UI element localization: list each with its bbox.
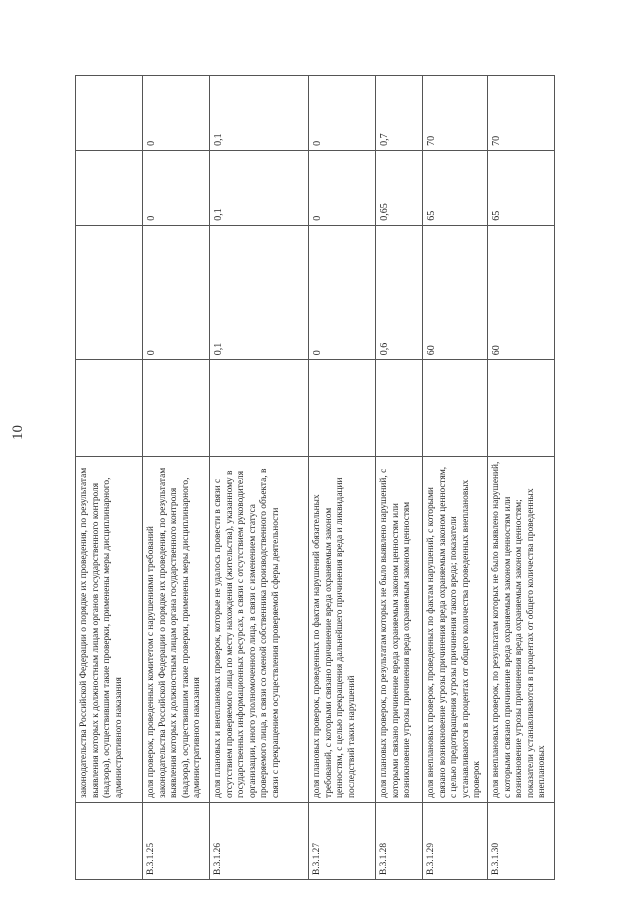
row-value-3 bbox=[76, 76, 143, 151]
table-row bbox=[210, 76, 309, 880]
row-value-3: 0,7 bbox=[376, 76, 423, 151]
row-unit bbox=[376, 360, 423, 457]
row-value-1: 0 bbox=[143, 225, 210, 360]
table-row bbox=[376, 76, 423, 880]
row-value-3: 70 bbox=[423, 76, 488, 151]
table-row bbox=[143, 76, 210, 880]
row-value-2: 65 bbox=[423, 150, 488, 225]
row-code: В.3.1.26 bbox=[210, 802, 309, 879]
row-unit bbox=[143, 360, 210, 457]
row-code bbox=[76, 802, 143, 879]
row-description: доля плановых проверок, проведенных по фактам нарушений обязательных требований, с которыми связано причинение вреда охраняемым законом ценностям, с целью прекращения дальнейшего причинения вреда и ликвидации последствий таких нарушений bbox=[309, 456, 376, 802]
row-description: доля плановых и внеплановых проверок, которые не удалось провести в связи с отсутствием проверяемого лица по месту нахождения (жительства), указанному в государственных информационных ресурсах, в связи с отсутствием руководителя организации, иного уполномоченного лица, в связи с изменением статуса проверяемого лица, в связи со сменой собственника производственного объекта, в связи с прекращением осуществления проверяемой сферы деятельности bbox=[210, 456, 309, 802]
row-description: доля проверок, проведенных комитетом с нарушениями требований законодательства Российской Федерации о порядке их проведения, по результатам выявления которых к должностным лицам органа государственного контроля (надзора), осуществившим такие проверки, применены меры дисциплинарного, административного наказания bbox=[143, 456, 210, 802]
row-value-1: 0,6 bbox=[376, 225, 423, 360]
row-value-2: 0 bbox=[143, 150, 210, 225]
table-row bbox=[423, 76, 488, 880]
row-code: В.3.1.27 bbox=[309, 802, 376, 879]
row-value-2: 65 bbox=[487, 150, 554, 225]
row-value-1: 0,1 bbox=[210, 225, 309, 360]
row-value-3: 0,1 bbox=[210, 76, 309, 151]
row-unit bbox=[76, 360, 143, 457]
row-value-2 bbox=[76, 150, 143, 225]
indicators-table-rotated bbox=[75, 75, 555, 880]
table-row bbox=[487, 76, 554, 880]
row-description: доля внеплановых проверок, проведенных по фактам нарушений, с которыми связано возникновение угрозы причинения вреда охраняемым законом ценностям, с целью предотвращения угрозы причинения такого вреда; показатели устанавливаются в процентах от общего количества проведенных внеплановых проверок bbox=[423, 456, 488, 802]
row-unit bbox=[210, 360, 309, 457]
row-value-1: 60 bbox=[423, 225, 488, 360]
row-code: В.3.1.29 bbox=[423, 802, 488, 879]
row-value-2: 0,65 bbox=[376, 150, 423, 225]
row-value-2: 0 bbox=[309, 150, 376, 225]
row-value-1: 0 bbox=[309, 225, 376, 360]
table-row bbox=[309, 76, 376, 880]
row-value-1: 60 bbox=[487, 225, 554, 360]
row-unit bbox=[487, 360, 554, 457]
row-description: доля плановых проверок, по результатам которых не было выявлено нарушений, с которыми связано причинение вреда охраняемым законом ценностям или возникновение угрозы причинения вреда охраняемым законом ценностям bbox=[376, 456, 423, 802]
row-value-3: 0 bbox=[143, 76, 210, 151]
row-description: доля внеплановых проверок, по результатам которых не было выявлено нарушений, с которыми связано причинение вреда охраняемым законом ценностям или возникновение угрозы причинения вреда охраняемым законом ценностям; показатели устанавливаются в процентах от общего количества проведенных внеплановых bbox=[487, 456, 554, 802]
page-number: 10 bbox=[10, 425, 26, 440]
row-value-3: 0 bbox=[309, 76, 376, 151]
row-code: В.3.1.28 bbox=[376, 802, 423, 879]
row-code: В.3.1.30 bbox=[487, 802, 554, 879]
row-description: законодательства Российской Федерации о порядке их проведения, по результатам выявления которых к должностным лицам органов государственного контроля (надзора), осуществившим такие проверки, применены меры дисциплинарного, административного наказания bbox=[76, 456, 143, 802]
row-value-3: 70 bbox=[487, 76, 554, 151]
row-unit bbox=[309, 360, 376, 457]
row-value-2: 0,1 bbox=[210, 150, 309, 225]
row-unit bbox=[423, 360, 488, 457]
table-row bbox=[76, 76, 143, 880]
indicators-table bbox=[75, 75, 555, 880]
row-code: В.3.1.25 bbox=[143, 802, 210, 879]
row-value-1 bbox=[76, 225, 143, 360]
